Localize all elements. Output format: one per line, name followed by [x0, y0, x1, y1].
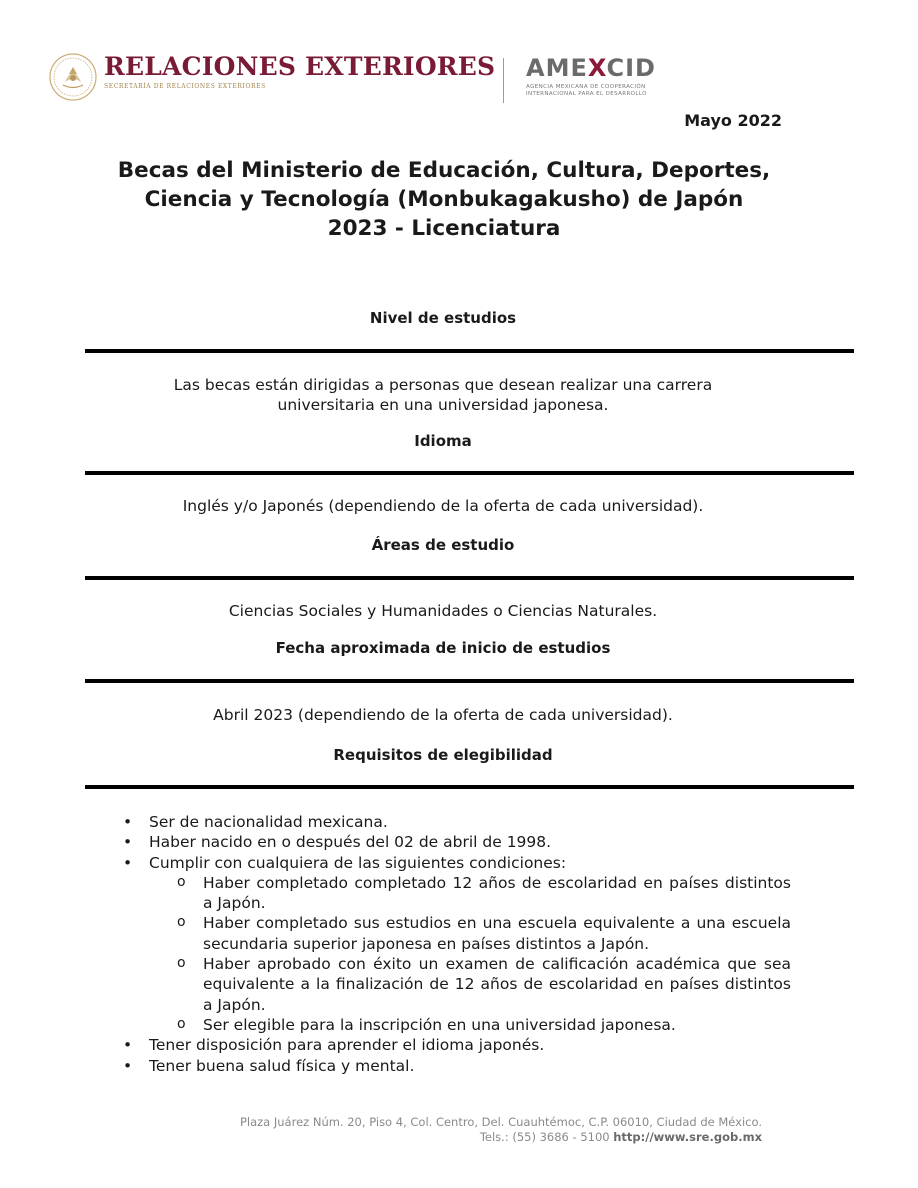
coat-of-arms-seal-icon: [48, 52, 98, 102]
section-rule: [85, 576, 854, 580]
section-rule: [85, 785, 854, 789]
list-item: • Haber nacido en o después del 02 de abril de 1998.: [123, 833, 552, 852]
footer-address: Plaza Juárez Núm. 20, Piso 4, Col. Centro, Del. Cuauhtémoc, C.P. 06010, Ciudad de México. Tels.: (55) 3686 - 5100 http://www.sre.gob.mx: [239, 1115, 762, 1144]
sub-list-item: o Haber completado completado 12 años de escolaridad en países distintos a Japón.: [177, 873, 791, 913]
section-body-nivel: Las becas están dirigidas a personas que desean realizar una carrera universitaria en una universidad japonesa.: [173, 376, 713, 414]
sub-list-item: o Haber completado sus estudios en una escuela equivalente a una escuela secundaria superior japonesa en países distintos a Japón.: [177, 914, 791, 953]
document-date: Mayo 2022: [684, 111, 782, 130]
list-item: • Cumplir con cualquiera de las siguientes condiciones:: [123, 853, 567, 872]
amexcid-logo: AMEXCID: [526, 54, 656, 82]
circle-bullet-icon: o: [177, 1015, 186, 1032]
section-heading-nivel: Nivel de estudios: [369, 309, 517, 327]
bullet-icon: •: [123, 1056, 133, 1075]
bullet-icon: •: [123, 813, 133, 831]
website-link[interactable]: http://www.sre.gob.mx: [613, 1130, 762, 1144]
section-rule: [85, 471, 854, 475]
section-body-fecha: Abril 2023 (dependiendo de la oferta de cada universidad).: [213, 706, 673, 724]
document-title: Becas del Ministerio de Educación, Cultura, Deportes, Ciencia y Tecnología (Monbukagakusho) de Japón 2023 - Licenciatura: [117, 158, 771, 241]
section-rule: [85, 349, 854, 353]
section-body-areas: Ciencias Sociales y Humanidades o Ciencias Naturales.: [228, 602, 658, 620]
section-heading-idioma: Idioma: [414, 432, 472, 450]
header-divider: [503, 58, 504, 103]
circle-bullet-icon: o: [177, 914, 186, 931]
circle-bullet-icon: o: [177, 873, 186, 890]
letterhead: [48, 46, 728, 110]
section-heading-areas: Áreas de estudio: [371, 536, 515, 554]
sre-subtitle: SECRETARÍA DE RELACIONES EXTERIORES: [104, 83, 266, 90]
amexcid-subtitle: AGENCIA MEXICANA DE COOPERACIÓN INTERNACIONAL PARA EL DESARROLLO: [526, 84, 647, 97]
list-item: • Tener buena salud física y mental.: [123, 1056, 415, 1075]
requirements-list: [123, 812, 791, 1076]
section-heading-fecha: Fecha aproximada de inicio de estudios: [275, 639, 611, 657]
list-item: • Tener disposición para aprender el idioma japonés.: [123, 1036, 545, 1055]
section-body-idioma: Inglés y/o Japonés (dependiendo de la oferta de cada universidad).: [182, 497, 704, 515]
circle-bullet-icon: o: [177, 955, 186, 972]
sre-title: RELACIONES EXTERIORES: [104, 52, 496, 81]
sub-list-item: o Ser elegible para la inscripción en una universidad japonesa.: [177, 1015, 676, 1034]
section-heading-requisitos: Requisitos de elegibilidad: [333, 746, 553, 764]
bullet-icon: •: [123, 853, 133, 872]
bullet-icon: •: [123, 1036, 133, 1055]
sub-list-item: o Haber aprobado con éxito un examen de calificación académica que sea equivalente a la finalización de 12 años de escolaridad en países distintos a Japón.: [177, 955, 791, 1014]
bullet-icon: •: [123, 833, 133, 852]
list-item: • Ser de nacionalidad mexicana.: [123, 813, 388, 831]
section-rule: [85, 679, 854, 683]
